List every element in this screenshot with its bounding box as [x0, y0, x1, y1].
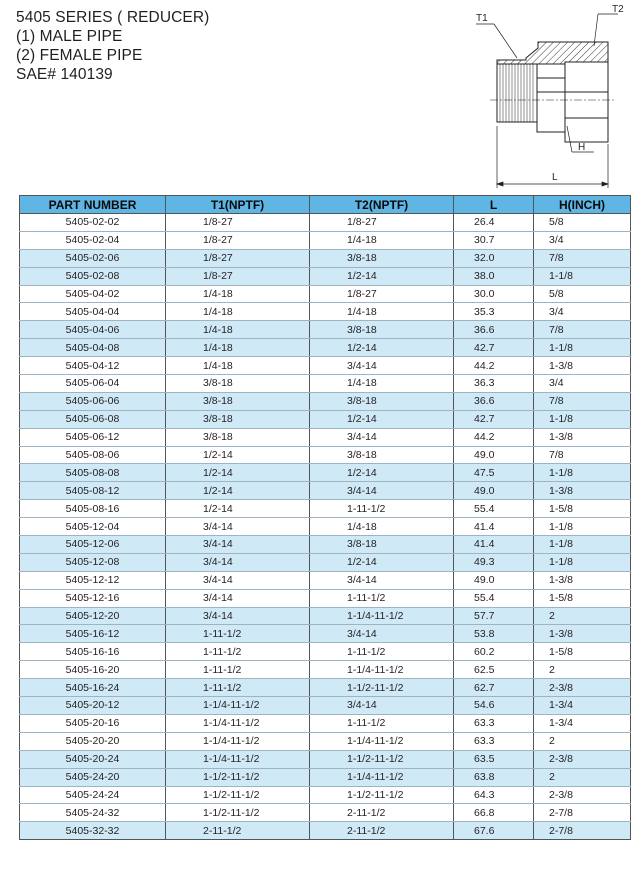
table-row — [20, 553, 631, 571]
subtitle-female-pipe: (2) FEMALE PIPE — [16, 47, 143, 64]
table-row — [20, 607, 631, 625]
reducer-fitting-drawing — [468, 0, 636, 192]
l-cell: 36.6 — [454, 321, 534, 339]
table-row — [20, 303, 631, 321]
h-cell: 1-3/4 — [534, 697, 631, 715]
table-row — [20, 357, 631, 375]
table-row — [20, 714, 631, 732]
table-row — [20, 285, 631, 303]
table-row — [20, 464, 631, 482]
l-cell: 26.4 — [454, 214, 534, 232]
t2-cell: 1/4-18 — [310, 231, 454, 249]
l-cell: 30.7 — [454, 231, 534, 249]
h-cell: 1-5/8 — [534, 589, 631, 607]
l-cell: 66.8 — [454, 804, 534, 822]
table-row — [20, 625, 631, 643]
l-cell: 63.3 — [454, 714, 534, 732]
part-number-cell: 5405-02-02 — [20, 214, 166, 232]
h-cell: 7/8 — [534, 392, 631, 410]
part-number-cell: 5405-06-12 — [20, 428, 166, 446]
h-cell: 1-5/8 — [534, 500, 631, 518]
part-number-cell: 5405-12-06 — [20, 536, 166, 554]
t2-cell: 1-11-1/2 — [310, 589, 454, 607]
t1-cell: 1-1/4-11-1/2 — [166, 750, 310, 768]
part-number-cell: 5405-08-08 — [20, 464, 166, 482]
title-block — [16, 8, 209, 84]
table-row — [20, 750, 631, 768]
table-row — [20, 392, 631, 410]
h-cell: 3/4 — [534, 303, 631, 321]
h-cell: 1-1/8 — [534, 536, 631, 554]
part-number-cell: 5405-16-20 — [20, 661, 166, 679]
col-header-l: L — [454, 196, 534, 214]
part-number-cell: 5405-24-24 — [20, 786, 166, 804]
table-row — [20, 500, 631, 518]
col-header-t2: T2(NPTF) — [310, 196, 454, 214]
h-cell: 5/8 — [534, 285, 631, 303]
t1-cell: 3/8-18 — [166, 410, 310, 428]
h-cell: 2 — [534, 661, 631, 679]
col-header-part-number: PART NUMBER — [20, 196, 166, 214]
h-label: H — [578, 142, 586, 153]
l-cell: 49.3 — [454, 553, 534, 571]
col-header-h: H(INCH) — [534, 196, 631, 214]
t2-cell: 1/2-14 — [310, 267, 454, 285]
table-row — [20, 536, 631, 554]
part-number-cell: 5405-04-02 — [20, 285, 166, 303]
t2-cell: 1-1/4-11-1/2 — [310, 732, 454, 750]
part-number-cell: 5405-12-20 — [20, 607, 166, 625]
h-cell: 1-3/4 — [534, 714, 631, 732]
part-number-cell: 5405-20-24 — [20, 750, 166, 768]
h-cell: 2-3/8 — [534, 786, 631, 804]
t2-cell: 1-11-1/2 — [310, 714, 454, 732]
l-cell: 54.6 — [454, 697, 534, 715]
t2-cell: 3/8-18 — [310, 249, 454, 267]
t1-cell: 3/8-18 — [166, 375, 310, 393]
h-cell: 1-3/8 — [534, 357, 631, 375]
t1-cell: 1/4-18 — [166, 339, 310, 357]
t1-cell: 1-11-1/2 — [166, 661, 310, 679]
t1-cell: 1/8-27 — [166, 267, 310, 285]
table-row — [20, 339, 631, 357]
h-cell: 2 — [534, 768, 631, 786]
h-cell: 1-1/8 — [534, 410, 631, 428]
t1-cell: 1-1/4-11-1/2 — [166, 714, 310, 732]
t2-cell: 1-1/4-11-1/2 — [310, 768, 454, 786]
part-number-cell: 5405-12-12 — [20, 571, 166, 589]
h-cell: 7/8 — [534, 249, 631, 267]
l-cell: 36.3 — [454, 375, 534, 393]
h-cell: 1-1/8 — [534, 553, 631, 571]
l-cell: 67.6 — [454, 822, 534, 840]
part-number-cell: 5405-06-08 — [20, 410, 166, 428]
part-number-cell: 5405-24-20 — [20, 768, 166, 786]
table-row — [20, 428, 631, 446]
l-cell: 63.3 — [454, 732, 534, 750]
h-cell: 1-1/8 — [534, 339, 631, 357]
t1-cell: 1/8-27 — [166, 214, 310, 232]
h-cell: 7/8 — [534, 446, 631, 464]
part-number-cell: 5405-12-04 — [20, 518, 166, 536]
table-row — [20, 786, 631, 804]
t1-cell: 2-11-1/2 — [166, 822, 310, 840]
part-number-cell: 5405-02-06 — [20, 249, 166, 267]
t1-cell: 1/4-18 — [166, 303, 310, 321]
subtitle-male-pipe: (1) MALE PIPE — [16, 28, 123, 45]
t1-cell: 3/4-14 — [166, 589, 310, 607]
t2-cell: 3/4-14 — [310, 571, 454, 589]
h-cell: 1-3/8 — [534, 482, 631, 500]
part-number-cell: 5405-16-24 — [20, 679, 166, 697]
h-cell: 1-3/8 — [534, 428, 631, 446]
table-body — [20, 214, 631, 840]
table-row — [20, 822, 631, 840]
table-row — [20, 446, 631, 464]
t2-cell: 1/8-27 — [310, 214, 454, 232]
t2-cell: 1-1/2-11-1/2 — [310, 786, 454, 804]
table-row — [20, 768, 631, 786]
l-cell: 41.4 — [454, 536, 534, 554]
h-cell: 2-7/8 — [534, 822, 631, 840]
l-cell: 55.4 — [454, 589, 534, 607]
l-cell: 62.7 — [454, 679, 534, 697]
t1-cell: 1/8-27 — [166, 249, 310, 267]
part-number-cell: 5405-12-16 — [20, 589, 166, 607]
t2-cell: 2-11-1/2 — [310, 822, 454, 840]
part-number-cell: 5405-06-06 — [20, 392, 166, 410]
l-cell: 42.7 — [454, 339, 534, 357]
t2-cell: 3/4-14 — [310, 625, 454, 643]
t1-cell: 1-1/2-11-1/2 — [166, 768, 310, 786]
part-number-cell: 5405-02-04 — [20, 231, 166, 249]
t1-cell: 1/4-18 — [166, 321, 310, 339]
t1-cell: 1-11-1/2 — [166, 679, 310, 697]
t2-cell: 3/4-14 — [310, 482, 454, 500]
part-number-cell: 5405-08-12 — [20, 482, 166, 500]
col-header-t1: T1(NPTF) — [166, 196, 310, 214]
h-cell: 1-1/8 — [534, 464, 631, 482]
t1-cell: 1-11-1/2 — [166, 643, 310, 661]
t1-label: T1 — [476, 13, 488, 24]
t2-cell: 3/4-14 — [310, 697, 454, 715]
t2-cell: 3/8-18 — [310, 536, 454, 554]
table-row — [20, 249, 631, 267]
part-number-cell: 5405-16-12 — [20, 625, 166, 643]
table-row — [20, 804, 631, 822]
h-cell: 2-7/8 — [534, 804, 631, 822]
table-row — [20, 375, 631, 393]
h-cell: 3/4 — [534, 231, 631, 249]
l-cell: 49.0 — [454, 571, 534, 589]
t1-cell: 1/4-18 — [166, 285, 310, 303]
t2-label: T2 — [612, 4, 624, 15]
table-row — [20, 214, 631, 232]
table-row — [20, 697, 631, 715]
part-number-cell: 5405-08-16 — [20, 500, 166, 518]
l-cell: 63.8 — [454, 768, 534, 786]
t1-cell: 3/4-14 — [166, 607, 310, 625]
l-cell: 42.7 — [454, 410, 534, 428]
table-row — [20, 231, 631, 249]
l-cell: 62.5 — [454, 661, 534, 679]
t2-cell: 1/8-27 — [310, 285, 454, 303]
l-cell: 35.3 — [454, 303, 534, 321]
t1-cell: 1/2-14 — [166, 500, 310, 518]
l-cell: 30.0 — [454, 285, 534, 303]
part-number-cell: 5405-04-04 — [20, 303, 166, 321]
h-cell: 2-3/8 — [534, 679, 631, 697]
t2-cell: 1/2-14 — [310, 410, 454, 428]
t2-cell: 3/8-18 — [310, 392, 454, 410]
t2-cell: 3/4-14 — [310, 357, 454, 375]
t2-cell: 2-11-1/2 — [310, 804, 454, 822]
t2-cell: 3/8-18 — [310, 321, 454, 339]
l-cell: 60.2 — [454, 643, 534, 661]
t1-cell: 1/4-18 — [166, 357, 310, 375]
t1-cell: 3/8-18 — [166, 428, 310, 446]
l-cell: 47.5 — [454, 464, 534, 482]
l-cell: 38.0 — [454, 267, 534, 285]
dimension-table — [19, 195, 631, 840]
table-row — [20, 661, 631, 679]
part-number-cell: 5405-20-20 — [20, 732, 166, 750]
t2-cell: 1/4-18 — [310, 375, 454, 393]
part-number-cell: 5405-32-32 — [20, 822, 166, 840]
l-cell: 36.6 — [454, 392, 534, 410]
t2-cell: 3/4-14 — [310, 428, 454, 446]
t1-cell: 1-1/2-11-1/2 — [166, 804, 310, 822]
part-number-cell: 5405-02-08 — [20, 267, 166, 285]
l-cell: 49.0 — [454, 482, 534, 500]
part-number-cell: 5405-20-16 — [20, 714, 166, 732]
h-cell: 7/8 — [534, 321, 631, 339]
t1-cell: 1-11-1/2 — [166, 625, 310, 643]
t2-cell: 1/4-18 — [310, 518, 454, 536]
t2-cell: 3/8-18 — [310, 446, 454, 464]
l-cell: 53.8 — [454, 625, 534, 643]
part-number-cell: 5405-08-06 — [20, 446, 166, 464]
t1-cell: 1-1/4-11-1/2 — [166, 732, 310, 750]
t2-cell: 1/4-18 — [310, 303, 454, 321]
t1-cell: 1/2-14 — [166, 482, 310, 500]
t2-cell: 1-11-1/2 — [310, 500, 454, 518]
l-label: L — [552, 172, 558, 183]
h-cell: 2 — [534, 732, 631, 750]
part-number-cell: 5405-06-04 — [20, 375, 166, 393]
t2-cell: 1/2-14 — [310, 464, 454, 482]
l-cell: 49.0 — [454, 446, 534, 464]
part-number-cell: 5405-04-12 — [20, 357, 166, 375]
t2-cell: 1/2-14 — [310, 339, 454, 357]
l-cell: 63.5 — [454, 750, 534, 768]
table-header-row — [20, 196, 631, 214]
h-cell: 1-1/8 — [534, 518, 631, 536]
series-title: 5405 SERIES ( REDUCER) — [16, 9, 210, 26]
l-cell: 55.4 — [454, 500, 534, 518]
t1-cell: 1/8-27 — [166, 231, 310, 249]
l-cell: 64.3 — [454, 786, 534, 804]
table-row — [20, 482, 631, 500]
t2-cell: 1-1/4-11-1/2 — [310, 661, 454, 679]
h-cell: 1-1/8 — [534, 267, 631, 285]
part-number-cell: 5405-04-08 — [20, 339, 166, 357]
part-number-cell: 5405-16-16 — [20, 643, 166, 661]
l-cell: 57.7 — [454, 607, 534, 625]
table-row — [20, 571, 631, 589]
h-cell: 3/4 — [534, 375, 631, 393]
h-cell: 2-3/8 — [534, 750, 631, 768]
l-cell: 32.0 — [454, 249, 534, 267]
l-cell: 41.4 — [454, 518, 534, 536]
table-row — [20, 410, 631, 428]
part-number-cell: 5405-12-08 — [20, 553, 166, 571]
t1-cell: 1/2-14 — [166, 464, 310, 482]
h-cell: 1-3/8 — [534, 571, 631, 589]
t1-cell: 1-1/2-11-1/2 — [166, 786, 310, 804]
table-row — [20, 518, 631, 536]
t2-cell: 1-11-1/2 — [310, 643, 454, 661]
t2-cell: 1/2-14 — [310, 553, 454, 571]
t1-cell: 3/8-18 — [166, 392, 310, 410]
t2-cell: 1-1/2-11-1/2 — [310, 750, 454, 768]
h-cell: 5/8 — [534, 214, 631, 232]
t1-cell: 3/4-14 — [166, 536, 310, 554]
part-number-cell: 5405-20-12 — [20, 697, 166, 715]
part-number-cell: 5405-24-32 — [20, 804, 166, 822]
t1-cell: 3/4-14 — [166, 518, 310, 536]
table-row — [20, 267, 631, 285]
h-cell: 2 — [534, 607, 631, 625]
t2-cell: 1-1/4-11-1/2 — [310, 607, 454, 625]
t1-cell: 1-1/4-11-1/2 — [166, 697, 310, 715]
table-row — [20, 643, 631, 661]
l-cell: 44.2 — [454, 357, 534, 375]
h-cell: 1-3/8 — [534, 625, 631, 643]
t1-cell: 3/4-14 — [166, 553, 310, 571]
table-row — [20, 732, 631, 750]
table-row — [20, 321, 631, 339]
table-row — [20, 679, 631, 697]
fitting-body — [490, 42, 616, 142]
t1-cell: 1/2-14 — [166, 446, 310, 464]
t1-cell: 3/4-14 — [166, 571, 310, 589]
t2-cell: 1-1/2-11-1/2 — [310, 679, 454, 697]
sae-number: SAE# 140139 — [16, 66, 113, 83]
part-number-cell: 5405-04-06 — [20, 321, 166, 339]
table-row — [20, 589, 631, 607]
h-cell: 1-5/8 — [534, 643, 631, 661]
l-cell: 44.2 — [454, 428, 534, 446]
